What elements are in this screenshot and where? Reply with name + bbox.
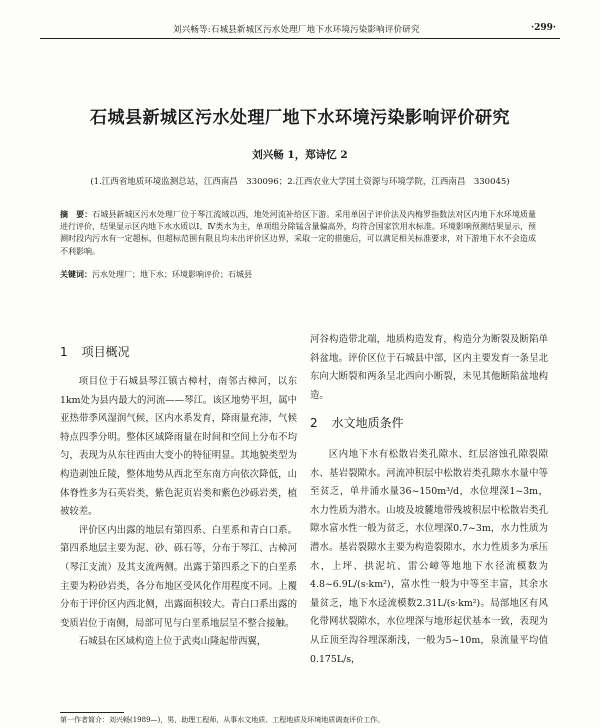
- paragraph: 石城县在区域构造上位于武夷山隆起带西翼，: [78, 636, 267, 648]
- right-column-bottom: [310, 446, 548, 669]
- running-title: 刘兴畅等:石城县新城区污水处理厂地下水环境污染影响评价研究: [173, 25, 420, 35]
- section-1-number: 1: [60, 345, 68, 359]
- section-1-title: 项目概况: [81, 345, 130, 359]
- right-column-top: [310, 331, 548, 405]
- abstract-label: 摘 要：: [60, 209, 93, 219]
- keywords-text: 污水处理厂；地下水；环境影响评价；石城县: [92, 270, 252, 279]
- footnote: 第一作者简介：刘兴畅(1989—)，男，助理工程师，从事水文地质、工程地质及环境地质调查评价工作。: [60, 716, 385, 724]
- paper-title: 石城县新城区污水处理厂地下水环境污染影响评价研究: [90, 108, 510, 128]
- section-1-heading: [60, 343, 130, 360]
- affiliations: (1.江西省地质环境监测总站，江西南昌 330096；2.江西农业大学国土资源与环境学院，江西南昌 330045): [90, 177, 510, 187]
- section-2-number: 2: [310, 416, 318, 430]
- left-column: [60, 373, 297, 652]
- paragraph: 区内地下水有松散岩类孔隙水、红层溶蚀孔隙裂隙水、基岩裂隙水。河流冲积层中松散岩类孔隙水水量中等至贫乏，单井涌水量36~150m³/d，水位埋深1~3m，水力性质为潜水。山坡及坡麓地带残坡积层中松散岩类孔隙水富水性一般为贫乏，水位埋深0.7~3m，水力性质为潜水。基岩裂隙水主要为构造裂隙水，水力性质多为承压水，上坪、拱泥坑、雷公嶂等地地下水径流模数为4.8~6.9L/(s·km²)，富水性一般为中等至丰富，其余水量贫乏，地下水迳流模数2.31L/(s·km²)。局部地区有风化带网状裂隙水，水位埋深与地形起伏基本一致，表现为从丘顶至沟谷埋深渐浅，一般为5~10m，泉流量平均值0.175L/s，: [310, 449, 548, 665]
- abstract-text: 石城县新城区污水处理厂位于琴江流域以西，地处河流补给区下游。采用单因子评价法及内梅罗指数法对区内地下水环境质量进行评价，结果显示区内地下水水质以Ⅰ、Ⅳ类水为主，单项组分除锰含量偏高外，均符合国家饮用水标准。环境影响预测结果显示，预测时段内污水有一定超标，但超标范围有限且均未出评价区边界，采取一定的措施后，可以满足相关标准要求，对下游地下水不会造成不利影响。: [60, 210, 536, 256]
- paragraph: 河谷构造带北端，地质构造发育，构造分为断裂及断陷单斜盆地。评价区位于石城县中部，区内主要发育一条呈北东向大断裂和两条呈北西向小断裂，未见其他断陷盆地构造。: [310, 334, 548, 401]
- footnote-divider: [60, 712, 124, 713]
- section-2-title: 水文地质条件: [331, 416, 404, 430]
- authors: 刘兴畅 1，郑诗忆 2: [252, 149, 348, 161]
- keywords-label: 关键词：: [60, 269, 92, 279]
- paragraph: 评价区内出露的地层有第四系、白垩系和青白口系。第四系地层主要为泥、砂、砾石等，分布于琴江、古樟河（琴江支流）及其支流两侧。出露于第四系之下的白垩系主要为粉砂岩类，各分布地区受风化作用程度不同。上覆分布于评价区内西北侧，出露面积较大。青白口系出露的变质岩位于南侧，局部可见与白垩系地层呈不整合接触。: [60, 524, 297, 629]
- keywords: [60, 268, 536, 281]
- abstract: [60, 208, 536, 258]
- section-2-heading: [310, 414, 404, 431]
- running-header: [40, 22, 560, 39]
- paragraph: 项目位于石城县琴江镇古樟村，南邻古樟河，以东1km处为县内最大的河流——琴江。该区地势平坦，属中亚热带季风湿润气候，区内水系发育，降雨量充沛，气候特点四季分明。整体区域降雨量在时间和空间上分布不均匀，表现为从东往西由大变小的特征明显。其地貌类型为构造剥蚀丘陵，整体地势从西北至东南方向依次降低，山体脊性多为石英岩类，紫色泥页岩类和紫色沙砾岩类，植被较差。: [60, 376, 297, 518]
- page-number: ·299·: [530, 23, 556, 33]
